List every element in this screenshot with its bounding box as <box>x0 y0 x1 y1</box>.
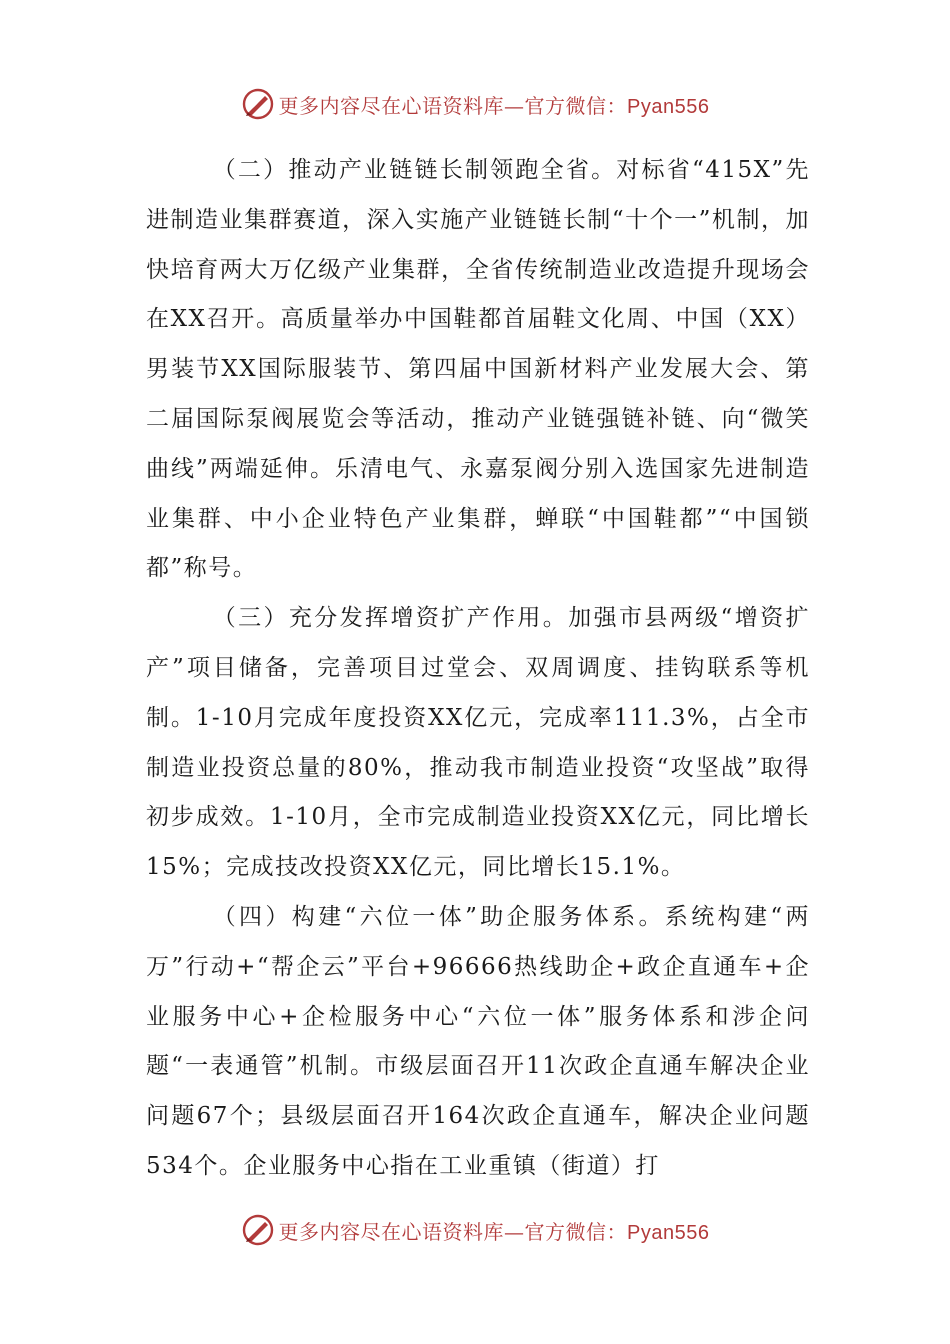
document-body <box>146 146 810 1192</box>
watermark-text: 更多内容尽在心语资料库—官方微信：Pyan556 <box>278 93 710 118</box>
paragraph-2: （二）推动产业链链长制领跑全省。对标省“415X”先进制造业集群赛道，深入实施产业链链长制“十个一”机制，加快培育两大万亿级产业集群，全省传统制造业改造提升现场会在XX召开。高质量举办中国鞋都首届鞋文化周、中国（XX）男装节XX国际服装节、第四届中国新材料产业发展大会、第二届国际泵阀展览会等活动，推动产业链强链补链、向“微笑曲线”两端延伸。乐清电气、永嘉泵阀分别入选国家先进制造业集群、中小企业特色产业集群，蝉联“中国鞋都”“中国锁都”称号。 <box>146 157 810 582</box>
watermark-text: 更多内容尽在心语资料库—官方微信：Pyan556 <box>278 1219 710 1244</box>
paragraph-3: （三）充分发挥增资扩产作用。加强市县两级“增资扩产”项目储备，完善项目过堂会、双周调度、挂钩联系等机制。1-10月完成年度投资XX亿元，完成率111.3%，占全市制造业投资总量的80%，推动我市制造业投资“攻坚战”取得初步成效。1-10月，全市完成制造业投资XX亿元，同比增长15%；完成技改投资XX亿元，同比增长15.1%。 <box>146 605 810 881</box>
watermark-id: Pyan556 <box>627 95 710 118</box>
pen-logo-icon <box>241 1213 275 1247</box>
watermark-header <box>0 84 950 124</box>
paragraph-4: （四）构建“六位一体”助企服务体系。系统构建“两万”行动+“帮企云”平台+96666热线助企+政企直通车+企业服务中心+企检服务中心“六位一体”服务体系和涉企问题“一表通管”机制。市级层面召开11次政企直通车解决企业问题67个；县级层面召开164次政企直通车，解决企业问题534个。企业服务中心指在工业重镇（街道）打 <box>146 903 810 1179</box>
watermark-footer <box>0 1210 950 1250</box>
watermark-id: Pyan556 <box>627 1221 710 1244</box>
pen-logo-icon <box>241 87 275 121</box>
